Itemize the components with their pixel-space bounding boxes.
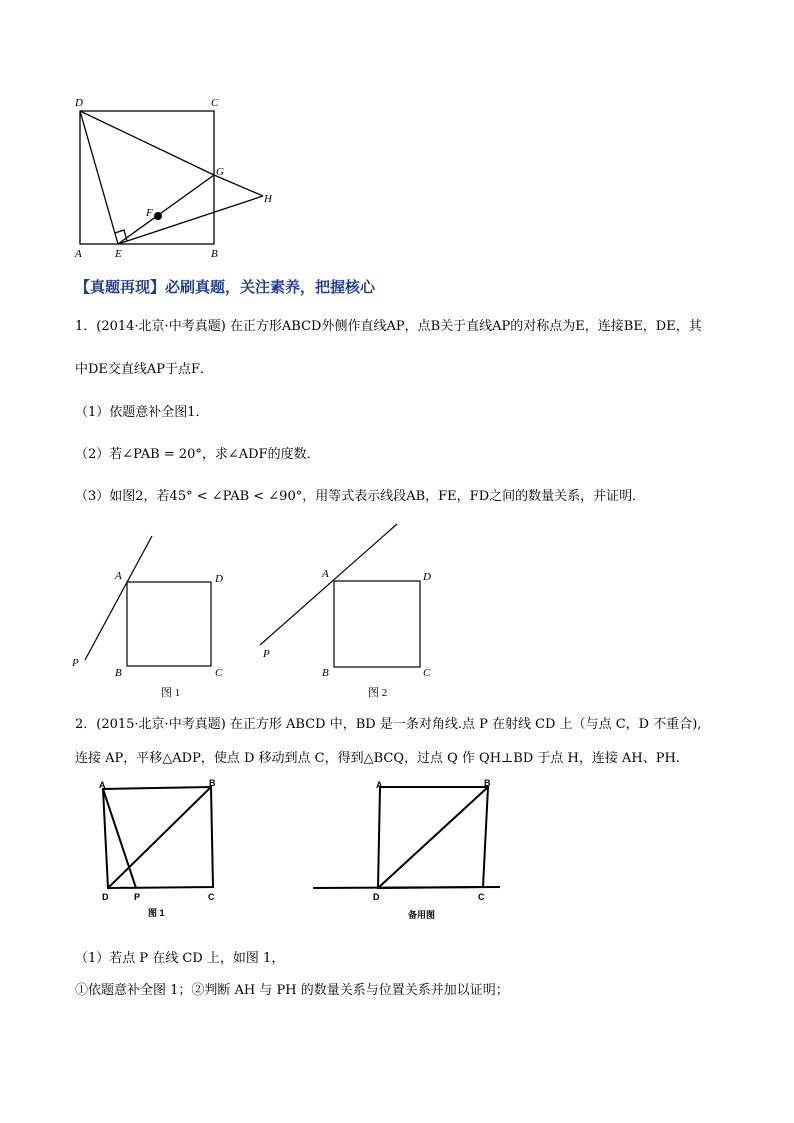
q1-figure-1: [65, 530, 235, 705]
diagonal-bd: [378, 787, 488, 888]
label-a: A: [75, 248, 82, 260]
caption: 图 1: [148, 908, 165, 918]
q2-figure-2: [310, 778, 510, 923]
caption: 图 2: [368, 687, 388, 699]
label-d: D: [373, 892, 380, 902]
label-c: C: [215, 667, 223, 679]
q1-line2: 中DE交直线AP于点F．: [75, 362, 214, 377]
label-c: C: [478, 892, 485, 902]
label-a: A: [322, 568, 329, 580]
ray-cd: [313, 887, 500, 888]
section-header: 【真题再现】必刷真题，关注素养，把握核心: [75, 278, 376, 296]
q2-figure-1: [90, 778, 230, 923]
q2-line1: 2．(2015·北京·中考真题) 在正方形 ABCD 中，BD 是一条对角线.点 P 在射线 CD 上（与点 C，D 不重合),: [75, 717, 702, 732]
label-p: P: [72, 657, 79, 669]
label-b: B: [115, 667, 122, 679]
q2-sub1b: ①依题意补全图 1；②判断 AH 与 PH 的数量关系与位置关系并加以证明；: [75, 983, 509, 998]
top-figure: [60, 90, 290, 265]
q1-sub1: （1）依题意补全图1．: [75, 405, 209, 420]
q1-sub3: （3）如图2，若45° < ∠PAB < ∠90°，用等式表示线段AB，FE，FD之间的数量关系，并证明．: [75, 489, 646, 504]
label-a: A: [376, 780, 383, 790]
label-e: E: [115, 248, 122, 260]
line-ap: [260, 524, 397, 645]
line-ap: [85, 536, 152, 660]
label-d: D: [102, 892, 109, 902]
label-b: B: [209, 778, 216, 788]
label-c: C: [423, 667, 431, 679]
label-d: D: [215, 573, 223, 585]
line-dg: [80, 111, 214, 175]
label-g: G: [216, 166, 224, 178]
label-d: D: [75, 97, 83, 109]
label-b: B: [211, 248, 218, 260]
line-eh: [118, 196, 263, 244]
label-a: A: [99, 780, 106, 790]
point-f: [154, 212, 162, 220]
square: [334, 581, 420, 667]
label-p: P: [263, 648, 270, 660]
q2-sub1: （1）若点 P 在线 CD 上，如图 1，: [75, 951, 285, 966]
q1-sub2: （2）若∠PAB = 20°，求∠ADF的度数．: [75, 447, 320, 462]
label-b: B: [484, 778, 491, 788]
square: [127, 582, 211, 666]
label-c: C: [211, 97, 219, 109]
label-p: P: [134, 892, 141, 902]
line-de: [80, 111, 118, 244]
q1-figure-2: [255, 520, 445, 705]
label-c: C: [208, 892, 215, 902]
label-f: F: [146, 207, 153, 219]
diagonal-bd: [108, 787, 211, 888]
caption: 图 1: [161, 687, 181, 699]
line-eg: [118, 175, 214, 244]
line-gh: [214, 175, 263, 196]
q1-line1: 1．(2014·北京·中考真题) 在正方形ABCD外侧作直线AP，点B关于直线AP的对称点为E，连接BE，DE，其: [75, 319, 702, 334]
label-h: H: [264, 193, 272, 205]
caption: 备用图: [408, 910, 436, 920]
label-b: B: [322, 667, 329, 679]
label-a: A: [115, 570, 122, 582]
label-d: D: [423, 571, 431, 583]
q2-line2: 连接 AP，平移△ADP，使点 D 移动到点 C，得到△BCQ，过点 Q 作 QH⊥BD 于点 H，连接 AH、PH.: [75, 751, 680, 766]
square-abcd: [80, 111, 214, 244]
